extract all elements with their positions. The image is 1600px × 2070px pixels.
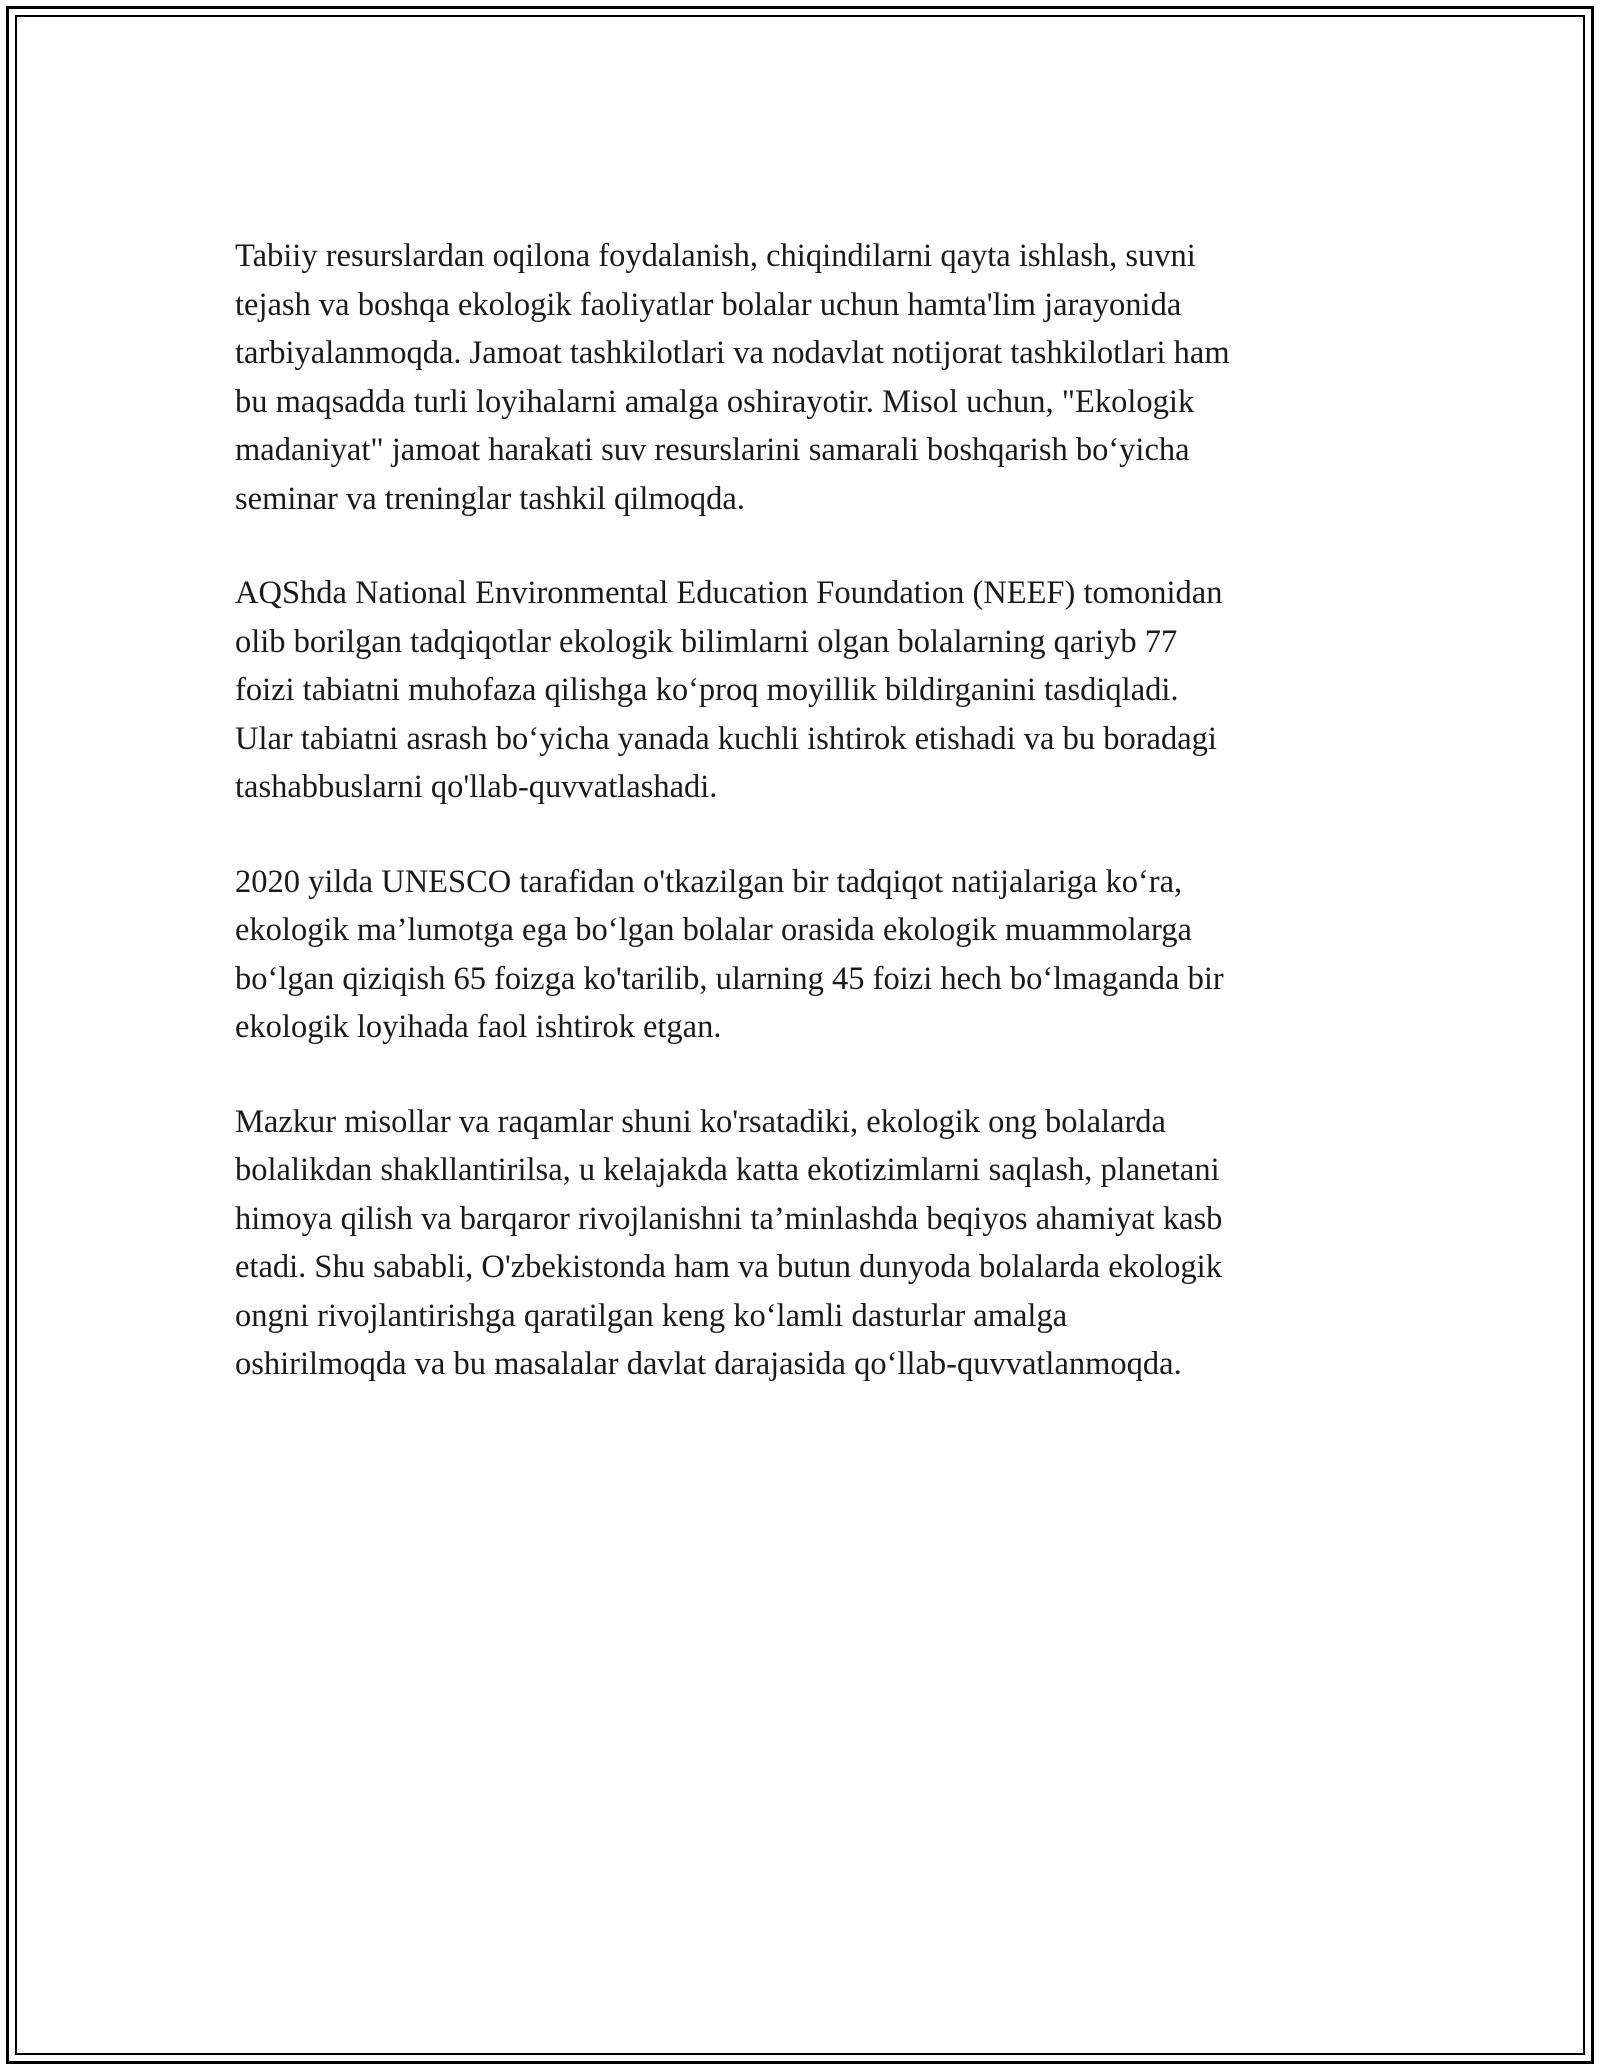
text-line: Tabiiy resurslardan oqilona foydalanish, chiqindilarni qayta ishlash, suvni (235, 238, 1196, 274)
text-line: tarbiyalanmoqda. Jamoat tashkilotlari va nodavlat notijorat tashkilotlari ham (235, 335, 1230, 371)
text-line: madaniyat" jamoat harakati suv resurslarini samarali boshqarish bo‘yicha (235, 432, 1190, 468)
text-line: foizi tabiatni muhofaza qilishga ko‘proq moyillik bildirganini tasdiqladi. (235, 672, 1179, 708)
text-line: bolalikdan shakllantirilsa, u kelajakda katta ekotizimlarni saqlash, planetani (235, 1152, 1220, 1188)
paragraph-3 (235, 858, 1365, 1052)
text-line: etadi. Shu sababli, O'zbekistonda ham va butun dunyoda bolalarda ekologik (235, 1249, 1222, 1285)
text-line: ekologik ma’lumotga ega bo‘lgan bolalar orasida ekologik muammolarga (235, 912, 1192, 948)
paragraph-4 (235, 1098, 1365, 1389)
text-line: seminar va treninglar tashkil qilmoqda. (235, 480, 745, 517)
text-line: tejash va boshqa ekologik faoliyatlar bolalar uchun hamta'lim jarayonida (235, 286, 1182, 323)
paragraph-2 (235, 569, 1365, 812)
text-line: bo‘lgan qiziqish 65 foizga ko'tarilib, ularning 45 foizi hech bo‘lmaganda bir (235, 960, 1224, 997)
text-line: 2020 yilda UNESCO tarafidan o'tkazilgan bir tadqiqot natijalariga ko‘ra, (235, 863, 1183, 900)
text-line: Ular tabiatni asrash bo‘yicha yanada kuchli ishtirok etishadi va bu boradagi (235, 720, 1217, 757)
document-body (235, 232, 1365, 1435)
text-line: ongni rivojlantirishga qaratilgan keng ko‘lamli dasturlar amalga (235, 1297, 1068, 1334)
text-line: ekologik loyihada faol ishtirok etgan. (235, 1009, 722, 1045)
text-line: himoya qilish va barqaror rivojlanishni ta’minlashda beqiyos ahamiyat kasb (235, 1200, 1223, 1237)
text-line: Mazkur misollar va raqamlar shuni ko'rsatadiki, ekologik ong bolalarda (235, 1103, 1166, 1140)
text-line: olib borilgan tadqiqotlar ekologik bilimlarni olgan bolalarning qariyb 77 (235, 623, 1178, 660)
text-line: oshirilmoqda va bu masalalar davlat darajasida qo‘llab-quvvatlanmoqda. (235, 1346, 1182, 1382)
text-line: tashabbuslarni qo'llab-quvvatlashadi. (235, 769, 718, 805)
text-line: bu maqsadda turli loyihalarni amalga oshirayotir. Misol uchun, "Ekologik (235, 383, 1195, 420)
text-line: AQShda National Environmental Education Foundation (NEEF) tomonidan (235, 575, 1223, 611)
paragraph-1 (235, 232, 1365, 523)
